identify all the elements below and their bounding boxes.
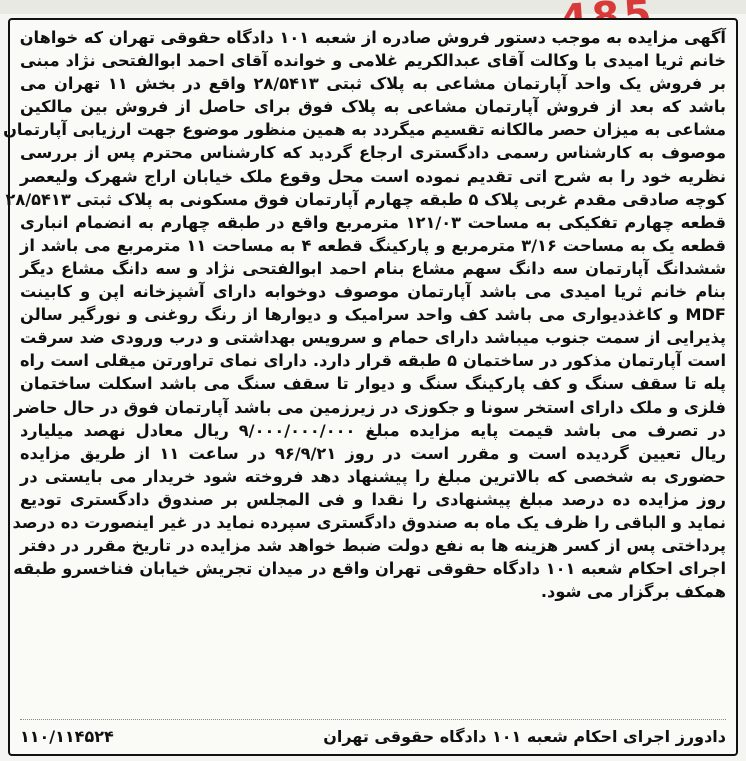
notice-line: باشد که بعد از فروش آپارتمان مشاعی به پلاک فوق برای حاصل از فروش بین مالکین [20,97,726,117]
notice-line: پرداختی پس از کسر هزینه ها به نفع دولت ضبط خواهد شد مزایده در تاریخ مقرر در دفتر [20,536,726,556]
notice-line: نظریه خود را به شرح اتی تقدیم نموده است محل وقوع ملک خیابان اراج شهرک ولیعصر [20,166,726,186]
notice-line: ششدانگ آپارتمان سه دانگ سهم مشاع بنام احمد ابوالفتحی نژاد و سه دانگ مشاع دیگر [20,258,726,278]
auction-notice-box [3,18,738,756]
notice-line: خانم ثریا امیدی با وکالت آقای عبدالکریم غلامی و خوانده آقای احمد ابوالفتحی نژاد مبنی [20,51,726,71]
bailiff-signature: دادورز اجرای احکام شعبه ۱۰۱ دادگاه حقوقی تهران [323,727,726,746]
notice-line: ریال تعیین گردیده است و مقرر است در روز ۹۶/۹/۲۱ در ساعت ۱۱ از طریق مزایده [20,443,726,463]
notice-line: بنام خانم ثریا امیدی می باشد آپارتمان موصوف دوخوابه دارای آشپزخانه اپن و کابینت [20,282,726,302]
notice-line: آگهی مزایده به موجب دستور فروش صادره از شعبه ۱۰۱ دادگاه حقوقی تهران که خواهان [19,28,726,47]
notice-line: حضوری به شخصی که بالاترین مبلغ را پیشنهاد دهد فروخته شود خریدار می بایستی در [20,466,726,486]
notice-footer [20,727,726,746]
notice-line: روز مزایده ده درصد مبلغ پیشنهادی را نقدا و فی المجلس بر صندوق دادگستری تودیع [20,489,726,509]
notice-line-last: همکف برگزار می شود. [540,582,726,602]
notice-line: MDF و کاغذدیواری می باشد کف واحد سرامیک و دیوارها از رنگ روغنی و نورگیر سالن [20,305,726,325]
notice-line: موصوف به کارشناس رسمی دادگستری ارجاع گردید که کارشناس محترم پس از بررسی [20,143,726,163]
notice-line: پله تا سقف سنگ و کف پارکینگ سنگ و دیوار تا سقف سنگ می باشد اسکلت ساختمان [20,374,726,394]
notice-line: کوچه صادقی مقدم غربی پلاک ۵ طبقه چهارم آپارتمان فوق مسکونی به پلاک ثبتی ۲۸/۵۴۱۳ [5,189,726,209]
notice-line: نماید و الباقی را ظرف یک ماه به صندوق دادگستری سپرده نماید در غیر اینصورت ده درصد [12,512,726,532]
notice-body [3,26,727,603]
footer-divider [20,719,726,720]
notice-line: قطعه یک به مساحت ۳/۱۶ مترمربع و پارکینگ قطعه ۴ به مساحت ۱۱ مترمربع می باشد از [20,235,726,255]
notice-line: بر فروش یک واحد آپارتمان مشاعی به پلاک ثبتی ۲۸/۵۴۱۳ واقع در بخش ۱۱ تهران می [20,74,726,94]
notice-line: فلزی و ملک دارای استخر سونا و جکوزی در زیرزمین می باشد آپارتمان فوق در حال حاضر [14,397,726,417]
notice-line: مشاعی به میزان حصر مالکانه تقسیم میگردد به همین منظور موضوع جهت ارزیابی آپارتمان [3,120,726,140]
notice-reference-code: ۱۱۰/۱۱۴۵۲۴ [20,727,114,746]
notice-line: است آپارتمان مذکور در ساختمان ۵ طبقه قرار دارد. دارای نمای تراورتن میقلی است راه [20,351,726,371]
notice-line: قطعه چهارم تفکیکی به مساحت ۱۲۱/۰۳ مترمربع واقع در طبقه چهارم به انضمام انباری [20,212,727,232]
notice-line: اجرای احکام شعبه ۱۰۱ دادگاه حقوقی تهران واقع در میدان تجریش خیابان فناخسرو طبقه [13,559,726,579]
notice-line: پذیرایی از سمت جنوب میباشد دارای حمام و سرویس بهداشتی و درب ورودی ضد سرقت [20,328,726,348]
notice-line: در تصرف می باشد قیمت پایه مزایده مبلغ ۹/۰۰۰/۰۰۰/۰۰۰ ریال معادل نهصد میلیارد [20,420,726,440]
